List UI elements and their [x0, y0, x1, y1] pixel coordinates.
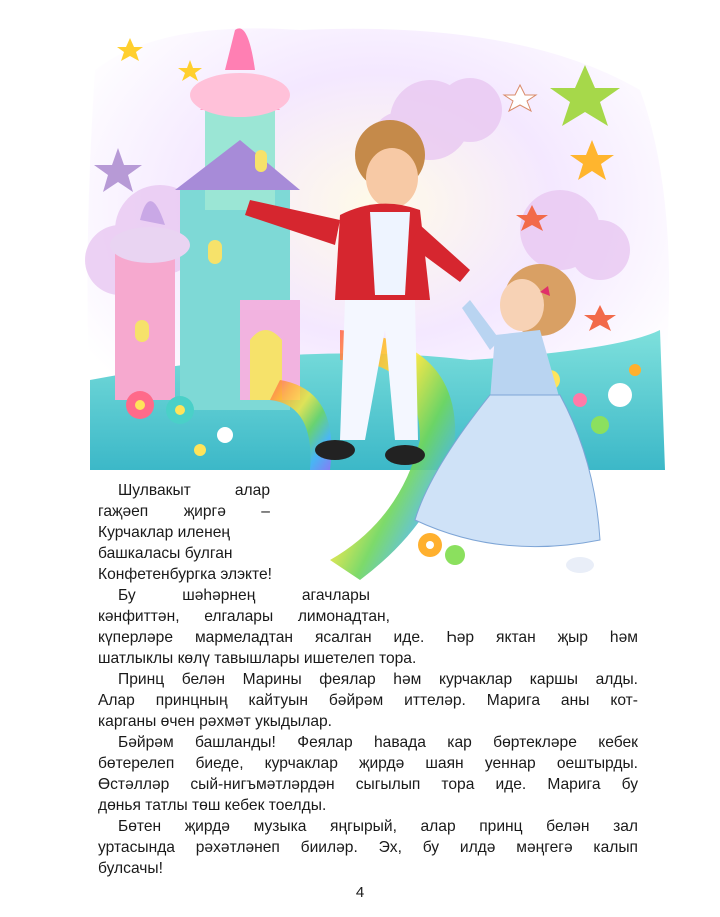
text-line: шатлыклы көлү тавышлары ишетелеп тора.	[98, 650, 417, 667]
text-line: күперләре мармеладтан ясалган иде. Һәр яктан җыр һәм	[98, 629, 638, 646]
paragraph-2	[98, 585, 638, 669]
text-line: Өстәлләр сый-нигъмәтләрдән сыгылып тора иде. Марига бу	[98, 776, 638, 793]
text-line: Шулвакыт алар	[118, 482, 270, 499]
text-line: Алар принцның кайтуын бәйрәм иттеләр. Марига аны кот-	[98, 692, 638, 709]
text-line: бөтерелеп биеде, курчаклар җирдә шаян уеннар оештырды.	[98, 755, 638, 772]
text-line: кәнфиттән, елгалары лимонадтан,	[98, 608, 390, 625]
paragraph-3	[98, 669, 638, 732]
story-text	[98, 480, 638, 879]
text-line: уртасында рәхәтләнеп бииләр. Эх, бу илдә мәңгегә калып	[98, 839, 638, 856]
text-line: булсачы!	[98, 860, 163, 877]
text-line: Принц белән Марины феялар һәм курчаклар каршы алды.	[118, 671, 638, 688]
text-line: башкаласы булган	[98, 545, 233, 562]
text-line: Бөтен җирдә музыка яңгырый, алар принц белән зал	[118, 818, 638, 835]
text-line: Курчаклар иленең	[98, 524, 230, 541]
text-line: Конфетенбургка элэкте!	[98, 566, 272, 583]
text-line: Бәйрәм башланды! Феялар һавада кар бөртекләре кебек	[118, 734, 638, 751]
text-line: дөнья татлы төш кебек тоелды.	[98, 797, 327, 814]
paragraph-5	[98, 816, 638, 879]
page-number: 4	[355, 884, 365, 901]
text-line: карганы өчен рәхмәт укыдылар.	[98, 713, 333, 730]
text-line: Бу шәһәрнең агачлары	[118, 587, 370, 604]
paragraph-1	[98, 480, 270, 585]
text-line: гаҗәеп җиргә –	[98, 503, 270, 520]
paragraph-4	[98, 732, 638, 816]
